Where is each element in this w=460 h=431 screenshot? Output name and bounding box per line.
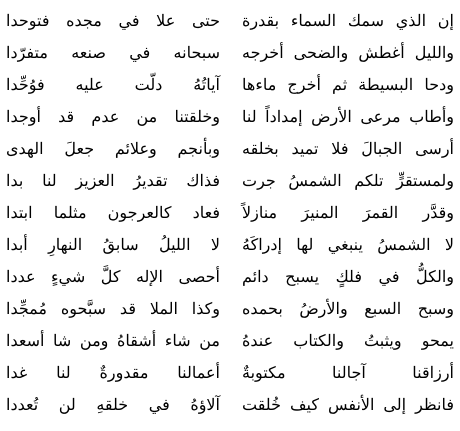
verse-1-first-half: إن الذي سمك السماء بقدرة [242,11,454,30]
verse-3 [6,70,454,100]
verse-8-first-half: لا الشمسُ ينبغي لها إدراكَهُ [242,235,454,254]
verse-2 [6,38,454,68]
verse-7-second-half: فعاد كالعرجون مثلما ابتدا [6,203,220,222]
poem [6,6,454,426]
verse-8 [6,230,454,260]
verse-11 [6,326,454,356]
verse-4 [6,102,454,132]
verse-6-second-half: فذاك تقديرُ العزيز لنا بدا [6,171,220,190]
verse-12-first-half: أرزاقنا آجالنا مكتوبةٌ [242,363,454,382]
verse-6 [6,166,454,196]
verse-4-first-half: وأطاب مرعى الأرض إمداداً لنا [242,107,454,126]
verse-7-first-half: وقدَّر القمرَ المنيرَ منازلاً [242,203,454,222]
verse-7 [6,198,454,228]
verse-4-second-half: وخلقتنا من عدم قد أوجدا [6,107,220,126]
verse-3-first-half: ودحا البسيطة ثم أخرج ماءها [242,75,454,94]
verse-1 [6,6,454,36]
verse-13-first-half: فانظر إلى الأنفس كيف خُلقت [242,395,454,414]
verse-9-first-half: والكلُّ في فلكٍ يسبح دائم [242,267,454,286]
verse-13-second-half: آلاؤهُ في خلقهِ لن تُعددا [6,395,220,414]
verse-9 [6,262,454,292]
verse-6-first-half: ولمستقرٍّ تلكم الشمسُ جرت [242,171,454,190]
verse-10-first-half: وسبح السبع والأرضُ بحمده [242,299,454,318]
verse-2-first-half: والليل أغطش والضحى أخرجه [242,43,454,62]
verse-5-second-half: وبأنجم وعلائم جعلَ الهدى [6,139,220,158]
verse-5 [6,134,454,164]
verse-2-second-half: سبحانه في صنعه متفرّدا [6,43,220,62]
verse-8-second-half: لا الليلُ سابقُ النهارِ أبدا [6,235,220,254]
verse-12 [6,358,454,388]
verse-12-second-half: أعمالنا مقدورةٌ لنا غدا [6,363,220,382]
verse-13 [6,390,454,420]
verse-11-first-half: يمحو ويثبتُ والكتاب عندهُ [242,331,454,350]
verse-3-second-half: آياتُهُ دلّت عليه فوُحِّدا [6,75,220,94]
verse-10 [6,294,454,324]
verse-10-second-half: وكذا الملا قد سبَّحوه مُمجِّدا [6,299,220,318]
verse-5-first-half: أرسى الجبالَ فلا تميد بخلقه [242,139,454,158]
verse-1-second-half: حتى علا في مجده فتوحدا [6,11,220,30]
verse-9-second-half: أحصى الإله كلَّ شيءٍ عددا [6,267,220,286]
verse-11-second-half: من شاء أشقاهُ ومن شا أسعدا [6,331,220,350]
